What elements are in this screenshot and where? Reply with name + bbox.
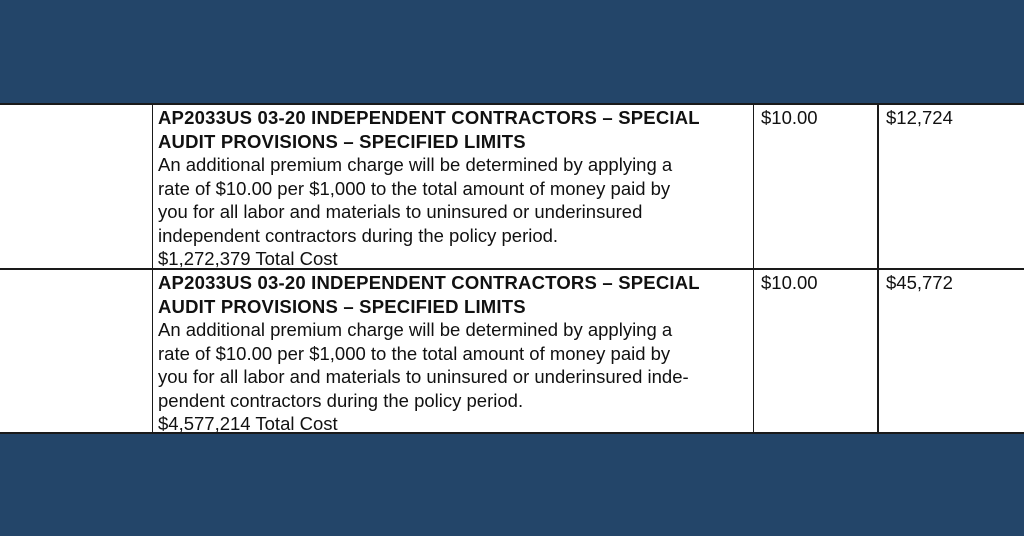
description-cell xyxy=(153,270,754,432)
endorsement-title-line: AUDIT PROVISIONS – SPECIFIED LIMITS xyxy=(158,130,526,152)
description-line: rate of $10.00 per $1,000 to the total amount of money paid by xyxy=(158,342,671,364)
description-line: independent contractors during the policy period. xyxy=(158,224,559,246)
endorsement-title-line: AP2033US 03-20 INDEPENDENT CONTRACTORS – SPECIAL xyxy=(158,107,700,128)
rate-cell xyxy=(754,270,879,432)
description-cell xyxy=(153,105,754,268)
policy-endorsement-table xyxy=(0,103,1024,434)
bottom-background-band xyxy=(0,434,1024,536)
total-cost: $4,577,214 Total Cost xyxy=(158,413,338,434)
blank-cell xyxy=(0,270,153,432)
description-line: you for all labor and materials to uninsured or underinsured inde- xyxy=(158,366,689,387)
premium-value: $12,724 xyxy=(886,107,953,128)
description-line: An additional premium charge will be determined by applying a xyxy=(158,319,673,340)
endorsement-title-line: AUDIT PROVISIONS – SPECIFIED LIMITS xyxy=(158,295,526,317)
blank-cell xyxy=(0,105,153,268)
rate-value: $10.00 xyxy=(761,107,818,128)
description-line: An additional premium charge will be determined by applying a xyxy=(158,154,673,175)
description-line: you for all labor and materials to uninsured or underinsured xyxy=(158,201,643,222)
endorsement-title-line: AP2033US 03-20 INDEPENDENT CONTRACTORS – SPECIAL xyxy=(158,272,700,293)
top-background-band xyxy=(0,0,1024,103)
premium-cell xyxy=(879,270,1024,432)
description-line: pendent contractors during the policy period. xyxy=(158,389,524,411)
premium-value: $45,772 xyxy=(886,272,953,293)
rate-value: $10.00 xyxy=(761,272,818,293)
premium-cell xyxy=(879,105,1024,268)
description-line: rate of $10.00 per $1,000 to the total amount of money paid by xyxy=(158,177,671,199)
rate-cell xyxy=(754,105,879,268)
total-cost: $1,272,379 Total Cost xyxy=(158,248,338,269)
table-row xyxy=(0,270,1024,432)
table-row xyxy=(0,105,1024,270)
